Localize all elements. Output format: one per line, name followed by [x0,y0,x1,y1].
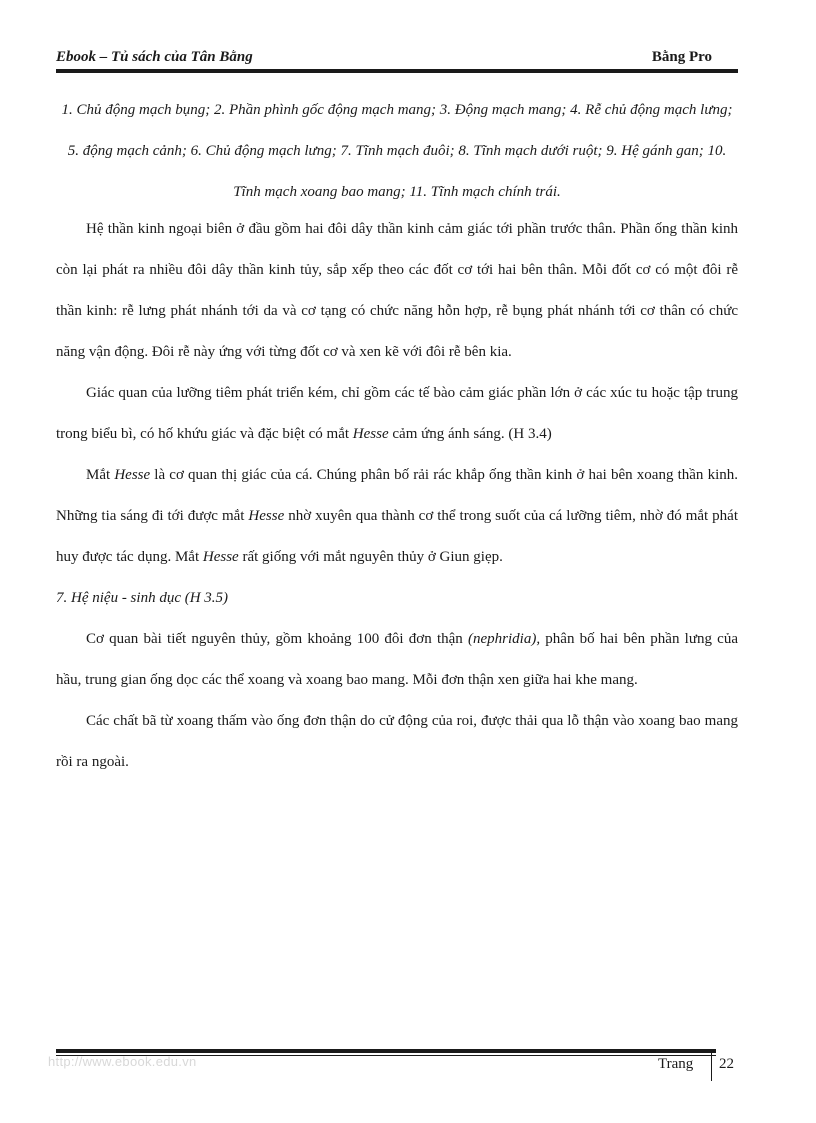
paragraph-waste: Các chất bã từ xoang thấm vào ống đơn thận do cử động của roi, được thải qua lỗ thận vào xoang bao mang rồi ra ngoài. [56,713,738,770]
paragraph-excretory [56,619,738,701]
paragraph-nervous-system: Hệ thần kinh ngoại biên ở đầu gồm hai đôi dây thần kinh cảm giác tới phần trước thân. Phần ống thần kinh còn lại phát ra nhiều đôi dây thần kinh tủy, sắp xếp theo các đốt cơ tới hai bên thân. Mỗi đốt cơ có một đôi rễ thần kinh: rễ lưng phát nhánh tới da và cơ tạng có chức năng hỗn hợp, rễ bụng phát nhánh tới cơ thân có chức năng vận động. Đôi rễ này ứng với từng đốt cơ và xen kẽ với đôi rễ bên kia. [56,221,738,360]
text-run: phân bố hai bên phần lưng của hầu, trung gian ống dọc các thể xoang và xoang bao mang. Mỗi đơn thận xen giữa hai khe mang. [56,631,738,688]
page-header [56,49,738,69]
term-hesse: Hesse [114,467,151,483]
term-hesse: Hesse [352,426,389,442]
term-hesse: Hesse [202,549,239,565]
term-hesse: Hesse [248,508,285,524]
text-run: Mắt [86,467,115,483]
watermark-url: http://www.ebook.edu.vn [48,1054,197,1069]
text-run: Giác quan của lưỡng tiêm phát triển kém, chỉ gồm các tế bào cảm giác phần lớn ở các xúc tu hoặc tập trung trong biểu bì, có hố khứu giác và đặc biệt có mắt [56,385,738,442]
paragraph-sense-organs [56,373,738,455]
text-run: là cơ quan thị giác của cá. Chúng phân bố rải rác khắp ống thần kinh ở hai bên xoang thần kinh. Những tia sáng đi tới được mắt [56,467,739,524]
page-number: 22 [719,1056,734,1072]
text-run: rất giống với mắt nguyên thủy ở Giun giẹp. [238,549,503,565]
page-label: Trang [658,1056,694,1072]
text-run: Cơ quan bài tiết nguyên thủy, gồm khoảng 100 đôi đơn thận [86,631,468,647]
figure-caption: 1. Chủ động mạch bụng; 2. Phần phình gốc động mạch mang; 3. Động mạch mang; 4. Rễ chủ động mạch lưng; 5. động mạch cảnh; 6. Chủ động mạch lưng; 7. Tĩnh mạch đuôi; 8. Tĩnh mạch dưới ruột; 9. Hệ gánh gan; 10. Tĩnh mạch xoang bao mang; 11. Tĩnh mạch chính trái. [61,102,733,200]
document-body [56,209,738,783]
text-run: nhờ xuyên qua thành cơ thể trong suốt của cá lưỡng tiêm, nhờ đó mắt phát huy được tác dụng. Mắt [56,508,738,565]
term-nephridia: (nephridia), [468,631,541,647]
footer-separator [711,1049,712,1081]
footer-divider [56,1049,716,1053]
section-heading: 7. Hệ niệu - sinh dục (H 3.5) [56,590,229,606]
paragraph-hesse-eye [56,455,738,578]
text-run: cảm ứng ánh sáng. (H 3.4) [388,426,552,442]
header-title: Ebook – Tủ sách của Tân Bằng [56,49,253,65]
header-divider [56,69,738,73]
header-author: Bằng Pro [651,49,712,65]
